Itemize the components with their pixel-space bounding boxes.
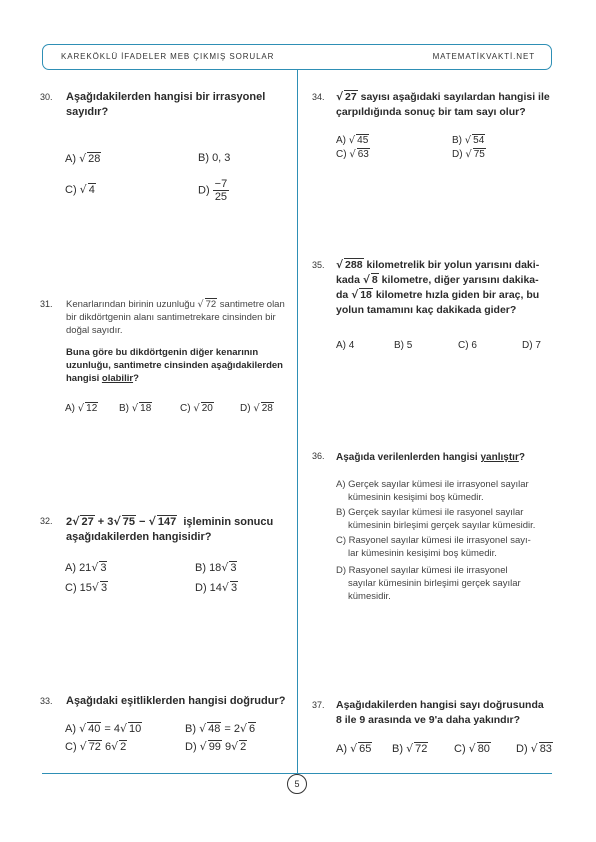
option-a[interactable]: A) 21√ 3 <box>65 561 107 574</box>
question-text: 2√ 27 + 3√ 75 − √ 147 işleminin sonucu <box>66 515 274 528</box>
question-number: 37. <box>312 700 325 710</box>
option-b[interactable]: B) √ 54 <box>452 135 485 146</box>
option-c[interactable]: C) √ 72 6√ 2 <box>65 740 127 753</box>
option-a[interactable]: A) √ 28 <box>65 152 101 165</box>
option-c[interactable]: C) √ 63 <box>336 149 369 160</box>
option-c[interactable]: C) √ 20 <box>180 403 213 414</box>
option-b[interactable]: B) 0, 3 <box>198 152 231 164</box>
header-title: KAREKÖKLÜ İFADELER MEB ÇIKMIŞ SORULAR <box>61 52 275 61</box>
option-a[interactable]: A) √ 40 = 4√ 10 <box>65 722 142 735</box>
option-d[interactable]: D) Rasyonel sayılar kümesi ile irrasyonel sayılar kümesinin birleşimi gerçek sayılar kümesidir. <box>336 565 521 602</box>
option-d[interactable]: D) √ 75 <box>452 149 485 160</box>
option-a[interactable]: A) √ 45 <box>336 135 369 146</box>
option-d[interactable]: D) $\frac{-7}{25}$ <box>198 178 228 203</box>
option-d[interactable]: D) √ 99 9√ 2 <box>185 740 247 753</box>
question-text: Aşağıdakilerden hangisi sayı doğrusunda 8 ile 9 arasında ve 9'a daha yakındır? <box>336 699 544 726</box>
option-d[interactable]: D) 14√ 3 <box>195 581 238 594</box>
option-b[interactable]: B) √ 18 <box>119 403 152 414</box>
question-text: Aşağıdaki eşitliklerden hangisi doğrudur? <box>66 695 286 707</box>
option-c[interactable]: C) 15√ 3 <box>65 581 108 594</box>
question-number: 32. <box>40 516 53 526</box>
question-number: 31. <box>40 299 53 309</box>
page-header <box>42 44 552 70</box>
option-c[interactable]: C) √ 4 <box>65 183 95 196</box>
question-number: 34. <box>312 92 325 102</box>
column-divider <box>297 70 298 773</box>
option-d[interactable]: D) √ 28 <box>240 403 273 414</box>
question-text-2: aşağıdakilerden hangisidir? <box>66 531 212 543</box>
option-b[interactable]: B) 18√ 3 <box>195 561 237 574</box>
option-b[interactable]: B) 5 <box>394 340 413 351</box>
option-b[interactable]: B) Gerçek sayılar kümesi ile rasyonel sayılar kümesinin birleşimi gerçek sayılar kümesidir. <box>336 507 536 531</box>
question-text: Aşağıdakilerden hangisi bir irrasyonel sayıdır? <box>66 91 266 118</box>
option-b[interactable]: B) √ 48 = 2√ 6 <box>185 722 256 735</box>
option-a[interactable]: A) √ 65 <box>336 742 372 755</box>
page-number: 5 <box>287 774 307 794</box>
question-text: √ 288 kilometrelik bir yolun yarısını daki- kada √ 8 kilometre, diğer yarısını dakika- da √ 18 kilometre hızla giden bir araç, bu yolun tamamını kaç dakikada gider? <box>336 259 540 316</box>
header-site: MATEMATİKVAKTİ.NET <box>432 52 535 61</box>
option-c[interactable]: C) 6 <box>458 340 477 351</box>
fraction: $\frac{-7}{25}$ <box>214 178 228 203</box>
question-number: 35. <box>312 260 325 270</box>
option-a[interactable]: A) 4 <box>336 340 355 351</box>
option-d[interactable]: D) 7 <box>522 340 541 351</box>
question-intro: Kenarlarından birinin uzunluğu √ 72 santimetre olan bir dikdörtgenin alanı santimetrekare cinsinden bir doğal sayıdır. <box>66 299 285 336</box>
question-number: 36. <box>312 451 325 461</box>
question-number: 33. <box>40 696 53 706</box>
option-a[interactable]: A) Gerçek sayılar kümesi ile irrasyonel sayılar kümesinin kesişimi boş kümedir. <box>336 479 529 503</box>
question-text: Buna göre bu dikdörtgenin diğer kenarının uzunluğu, santimetre cinsinden aşağıdakilerden hangisi olabilir? <box>66 347 283 384</box>
option-c[interactable]: C) √ 80 <box>454 742 490 755</box>
question-text: √ 27 sayısı aşağıdaki sayılardan hangisi ile çarpıldığında sonuç bir tam sayı olur? <box>336 91 550 118</box>
option-c[interactable]: C) Rasyonel sayılar kümesi ile irrasyonel sayı- lar kümesinin kesişimi boş kümedir. <box>336 535 531 559</box>
option-b[interactable]: B) √ 72 <box>392 742 428 755</box>
option-a[interactable]: A) √ 12 <box>65 403 98 414</box>
question-text: Aşağıda verilenlerden hangisi yanlıştır? <box>336 452 525 463</box>
question-number: 30. <box>40 92 53 102</box>
option-d[interactable]: D) √ 83 <box>516 742 552 755</box>
